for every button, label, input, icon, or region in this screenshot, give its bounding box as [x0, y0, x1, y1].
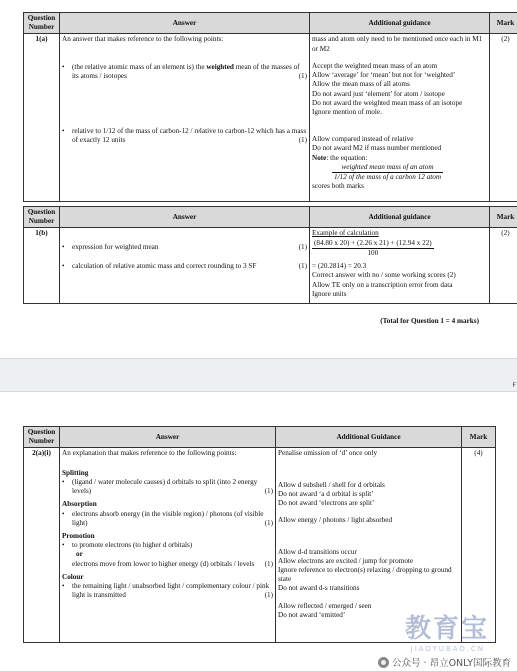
answer-point — [62, 510, 273, 528]
point-text: calculation of relative atomic mass and correct rounding to 3 SF — [72, 261, 257, 270]
mark-cell: (2) — [490, 34, 517, 202]
header-question-number: Question Number — [24, 13, 60, 34]
bullet-icon: • — [62, 541, 65, 550]
header-guidance: Additional guidance — [310, 13, 490, 34]
guidance-text: Penalise omission of ‘d’ once only — [278, 449, 378, 458]
header-mark: Mark — [490, 207, 517, 228]
point-text: the remaining light / unabsorbed light / complementary colour / pink light is transmitted — [72, 582, 270, 600]
point-text: electrons move from lower to higher energy (d) orbitals / levels — [72, 559, 255, 568]
calculation-result: = (20.2814) = 20.3 — [312, 262, 367, 271]
header-mark: Mark — [462, 427, 496, 448]
bullet-icon: • — [62, 127, 65, 136]
page-break — [0, 358, 517, 392]
page-edge-mark: F — [512, 382, 516, 389]
question-number: 2(a)(i) — [24, 448, 60, 643]
point-text: mean of the masses of its atoms / isotopes — [72, 62, 300, 80]
calculation-numerator: (84.80 x 20) + (2.26 x 21) + (12.94 x 22) — [312, 239, 434, 249]
point-mark: (1) — [298, 243, 307, 252]
mark-scheme-page-2 — [0, 392, 517, 671]
note-label: Note — [312, 153, 327, 162]
header-answer: Answer — [60, 207, 310, 228]
guidance-line: Allow reflected / emerged / seen — [278, 601, 372, 610]
point-mark: (1) — [298, 261, 307, 270]
guidance-line: Do not award M2 if mass number mentioned — [312, 144, 442, 153]
table-row — [24, 34, 517, 202]
section-label-splitting: Splitting — [62, 468, 89, 477]
point-text: to promote electrons (to higher d orbitals) — [72, 541, 193, 550]
answer-intro: An answer that makes reference to the following points: — [62, 35, 224, 44]
bullet-icon: • — [62, 582, 65, 591]
table-header-row — [24, 427, 496, 448]
watermark-caption — [378, 655, 511, 669]
bullet-icon: • — [62, 477, 65, 486]
bullet-icon: • — [62, 509, 65, 518]
question-number: 1(a) — [24, 34, 60, 202]
calculation-denominator: 100 — [367, 248, 379, 257]
question-total: (Total for Question 1 = 4 marks) — [380, 317, 479, 325]
fraction-denominator: of the mass of a carbon 12 atom — [348, 173, 442, 182]
calculation-fraction — [312, 239, 434, 258]
guidance-line: Allow d subshell / shell for d orbitals — [278, 480, 385, 489]
header-guidance: Additional guidance — [310, 207, 490, 228]
guidance-cell — [310, 228, 490, 304]
answer-cell — [60, 228, 310, 304]
example-label: Example of calculation — [312, 229, 379, 238]
bullet-icon: • — [62, 62, 65, 71]
guidance-line: Allow the mean mass of all atoms — [312, 80, 410, 89]
answer-point — [62, 243, 307, 252]
equation-fraction — [332, 163, 443, 182]
point-text: (the relative atomic mass of an element is) the — [72, 62, 207, 71]
guidance-cell — [310, 34, 490, 202]
guidance-line: Do not award ‘a d orbital is split’ — [278, 489, 374, 498]
answer-intro: An explanation that makes reference to the following points: — [62, 449, 237, 458]
point-mark: (1) — [298, 71, 307, 80]
point-mark: (1) — [264, 559, 273, 568]
answer-point — [62, 582, 273, 600]
header-question-number: Question Number — [24, 207, 60, 228]
fraction-prefix: 1/12 — [334, 173, 347, 182]
guidance-line: Ignore units — [312, 289, 347, 298]
guidance-list — [312, 62, 487, 117]
point-text: electrons absorb energy (in the visible region) / photons (of visible light) — [72, 509, 264, 527]
answer-cell — [60, 448, 276, 643]
watermark-caption-text: 公众号 · 昂立ONLY国际教育 — [392, 658, 511, 669]
point-mark: (1) — [264, 518, 273, 527]
point-text: expression for weighted mean — [72, 243, 159, 252]
section-label-colour: Colour — [62, 572, 84, 581]
guidance-line: Allow d-d transitions occur — [278, 547, 357, 556]
guidance-line: Ignore reference to electron(s) relaxing / dropping to ground state — [278, 565, 452, 584]
guidance-line: Do not award d-s transitions — [278, 584, 360, 593]
header-mark: Mark — [490, 13, 517, 34]
guidance-line: Allow ‘average’ for ‘mean’ but not for ‘weighted’ — [312, 71, 456, 80]
section-label-absorption: Absorption — [62, 500, 97, 509]
header-answer: Answer — [60, 13, 310, 34]
guidance-line: Do not award the weighted mean mass of an isotope — [312, 98, 463, 107]
answer-point — [62, 63, 307, 81]
point-text: relative to 1/12 of the mass of carbon-12 / relative to carbon-12 which has a mass of exactly 12 units — [72, 127, 307, 145]
guidance-line: Do not award ‘emitted’ — [278, 610, 346, 619]
wechat-icon — [378, 657, 389, 668]
table-header-row — [24, 207, 517, 228]
mark-table-1a — [23, 12, 517, 202]
guidance-text: mass and atom only need to be mentioned once each in M1 or M2 — [312, 35, 483, 53]
guidance-line: Accept the weighted mean mass of an atom — [312, 61, 438, 70]
question-number: 1(b) — [24, 228, 60, 304]
guidance-line: Allow electrons are excited / jump for promote — [278, 556, 414, 565]
header-answer: Answer — [60, 427, 276, 448]
mark-table-1b — [23, 206, 517, 304]
answer-cell — [60, 34, 310, 202]
guidance-line: Do not award just ‘element’ for atom / isotope — [312, 89, 445, 98]
point-mark: (1) — [264, 487, 273, 496]
guidance-line: Allow TE only on a transcription error from data — [312, 280, 453, 289]
header-guidance: Additional Guidance — [276, 427, 462, 448]
mark-cell: (2) — [490, 228, 517, 304]
bullet-icon: • — [62, 261, 65, 270]
note-text: : the equation: — [326, 153, 368, 162]
watermark-url: JIAOYUBAO.CN — [410, 645, 485, 653]
guidance-text: scores both marks — [312, 182, 364, 191]
point-mark: (1) — [298, 136, 307, 145]
point-text: (ligand / water molecule causes) d orbitals to split (into 2 energy levels) — [72, 477, 258, 496]
guidance-list — [312, 135, 487, 153]
answer-point — [62, 262, 307, 271]
header-question-number: Question Number — [24, 427, 60, 448]
table-row — [24, 228, 517, 304]
fraction-numerator: weighted mean mass of an atom — [332, 163, 443, 173]
guidance-line: Allow compared instead of relative — [312, 135, 414, 144]
guidance-line: Do not award ‘electrons are split’ — [278, 499, 375, 508]
answer-point — [62, 127, 307, 145]
guidance-line: Correct answer with no / some working scores (2) — [312, 271, 456, 280]
mark-cell: (4) — [462, 448, 496, 643]
point-bold-text: weighted — [206, 62, 234, 71]
guidance-list — [278, 548, 459, 594]
point-or: or — [76, 550, 83, 559]
guidance-text: Allow energy / photons / light absorbed — [278, 516, 393, 525]
section-label-promotion: Promotion — [62, 531, 95, 540]
answer-point — [62, 541, 273, 569]
guidance-note — [312, 154, 487, 163]
table-header-row — [24, 13, 517, 34]
watermark-logo: 教育宝 — [404, 614, 489, 644]
answer-point — [62, 478, 273, 496]
guidance-list — [278, 481, 459, 509]
bullet-icon: • — [62, 243, 65, 252]
point-mark: (1) — [264, 591, 273, 600]
guidance-line: Ignore mention of mole. — [312, 107, 382, 116]
guidance-list — [312, 271, 487, 299]
